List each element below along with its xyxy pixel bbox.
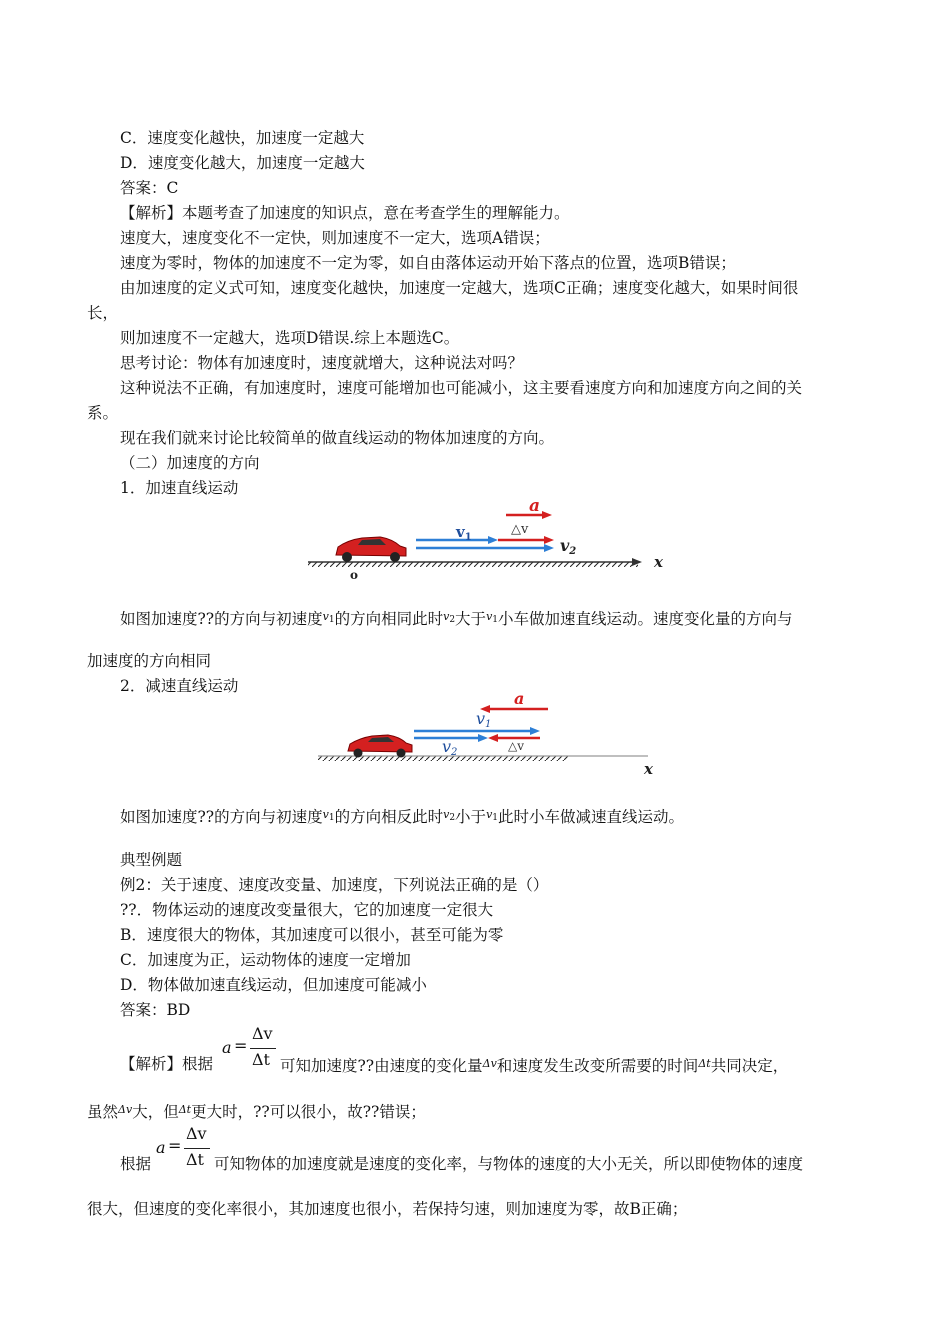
figure-accelerating — [300, 495, 680, 585]
ground — [318, 756, 568, 761]
analysis-line: 速度为零时，物体的加速度不一定为零，如自由落体运动开始下落点的位置，选项B错误； — [120, 254, 736, 272]
intro-line: 现在我们就来讨论比较简单的做直线运动的物体加速度的方向。 — [120, 429, 555, 447]
dv-label: △v — [511, 522, 529, 537]
analysis-heading: 【解析】本题考查了加速度的知识点，意在考查学生的理解能力。 — [120, 204, 570, 222]
subsection-heading: 2．减速直线运动 — [120, 677, 239, 695]
example-question: 例2：关于速度、速度改变量、加速度，下列说法正确的是（） — [120, 876, 549, 894]
example-option-d: D．物体做加速直线运动，但加速度可能减小 — [120, 976, 427, 994]
example-option-a: ??．物体运动的速度改变量很大，它的加速度一定很大 — [120, 901, 494, 919]
solution-line: 可知加速度??由速度的变化量$^{\Delta v}$和速度发生改变所需要的时间$^{\Delta t}$共同决定， — [280, 1057, 789, 1075]
v1-label: v1 — [476, 709, 492, 730]
x-label: x — [644, 760, 653, 778]
car-icon — [336, 537, 406, 562]
analysis-line: 长， — [87, 304, 119, 322]
example-answer: 答案：BD — [120, 1001, 191, 1019]
analysis-line: 速度大，速度变化不一定快，则加速度不一定大，选项A错误； — [120, 229, 550, 247]
option-d: D．速度变化越大，加速度一定越大 — [120, 154, 365, 172]
explanation-decelerating: 如图加速度??的方向与初速度$^{v_1}$的方向相反此时$^{v_2}$小于$^{v_1}$此时小车做减速直线运动。 — [120, 808, 685, 826]
analysis-line: 由加速度的定义式可知，速度变化越快，加速度一定越大，选项C正确；速度变化越大，如果时间很 — [120, 279, 799, 297]
answer: 答案：C — [120, 179, 179, 197]
origin-label: o — [350, 568, 359, 582]
explanation-accelerating-cont: 加速度的方向相同 — [87, 652, 212, 670]
solution-line: 可知物体的加速度就是速度的变化率，与物体的速度的大小无关，所以即使物体的速度 — [214, 1155, 804, 1173]
v2-label: v2 — [560, 536, 577, 557]
car-icon — [348, 735, 412, 758]
discussion-answer: 系。 — [87, 404, 119, 422]
formula-acceleration: a = Δv Δt — [222, 1024, 282, 1072]
x-label: x — [654, 553, 663, 571]
solution-line: 虽然$^{\Delta v}$大，但$^{\Delta t}$更大时，??可以很小，故??错误； — [87, 1103, 426, 1121]
analysis-line: 则加速度不一定越大，选项D错误.综上本题选C。 — [120, 329, 460, 347]
v2-label: v2 — [442, 737, 458, 758]
solution-line: 【解析】根据 — [120, 1055, 214, 1073]
explanation-accelerating: 如图加速度??的方向与初速度$^{v_1}$的方向相同此时$^{v_2}$大于$^{v_1}$小车做加速直线运动。速度变化量的方向与 — [120, 610, 793, 628]
solution-line: 根据 — [120, 1155, 152, 1173]
example-option-c: C．加速度为正，运动物体的速度一定增加 — [120, 951, 411, 969]
solution-line: 很大，但速度的变化率很小，其加速度也很小，若保持匀速，则加速度为零，故B正确； — [87, 1200, 688, 1218]
discussion-answer: 这种说法不正确，有加速度时，速度可能增加也可能减小，这主要看速度方向和加速度方向之间的关 — [120, 379, 803, 397]
example-heading: 典型例题 — [120, 851, 183, 869]
a-label: a — [514, 689, 525, 708]
dv-label: △v — [508, 739, 525, 753]
discussion-question: 思考讨论：物体有加速度时，速度就增大，这种说法对吗？ — [120, 354, 524, 372]
section-heading: （二）加速度的方向 — [120, 454, 260, 472]
a-label: a — [529, 496, 541, 516]
formula-acceleration: a = Δv Δt — [156, 1124, 216, 1172]
example-option-b: B．速度很大的物体，其加速度可以很小，甚至可能为零 — [120, 926, 504, 944]
option-c: C．速度变化越快，加速度一定越大 — [120, 129, 365, 147]
v1-label: $v_1$ — [456, 523, 472, 543]
figure-decelerating — [312, 688, 672, 780]
subsection-heading: 1．加速直线运动 — [120, 479, 239, 497]
